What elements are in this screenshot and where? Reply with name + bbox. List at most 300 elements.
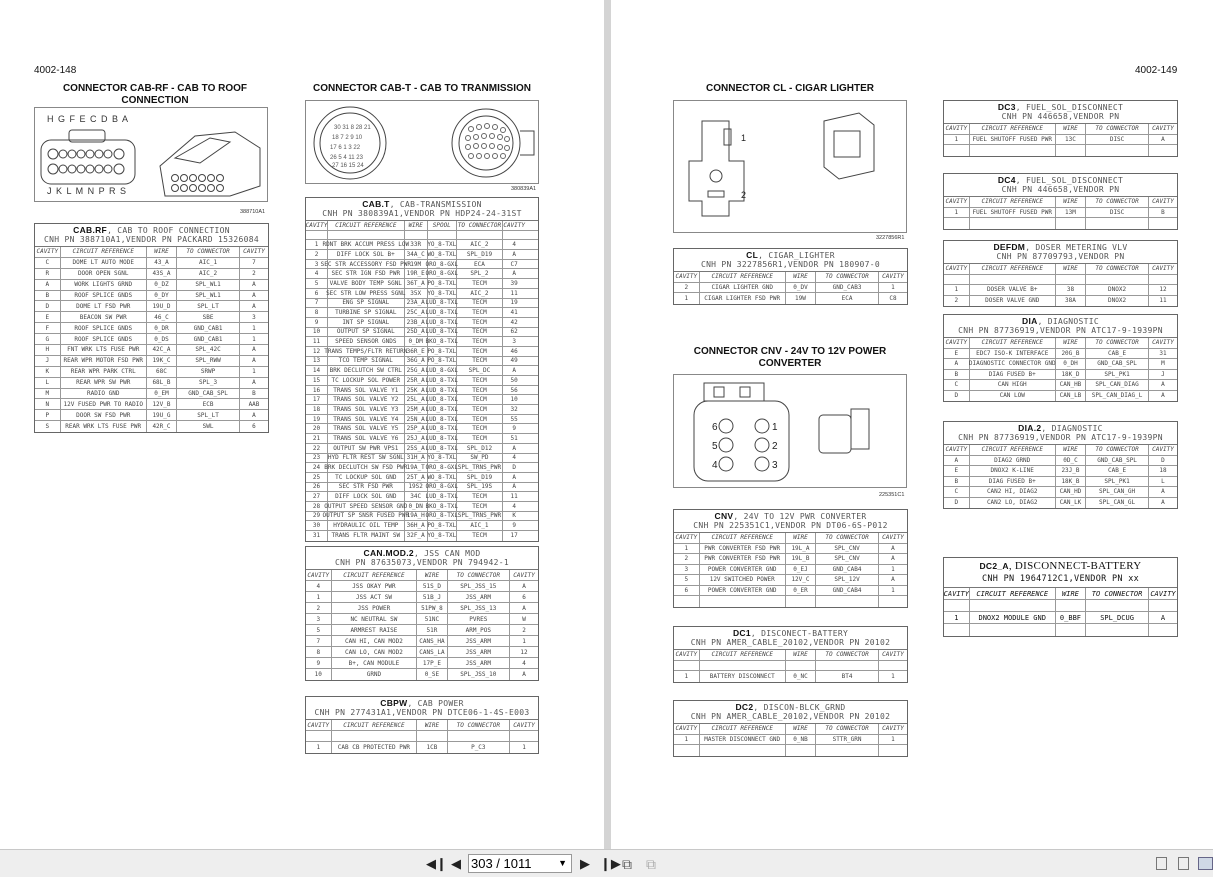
pin-label: 6 bbox=[712, 422, 718, 433]
table-cell: J bbox=[35, 356, 61, 366]
table-cell: INT SP SIGNAL bbox=[328, 318, 405, 327]
table-cell: WIRE bbox=[417, 570, 447, 580]
table-cell: 38 bbox=[1056, 285, 1086, 295]
table-defdm bbox=[943, 240, 1178, 307]
table-cell: A bbox=[1161, 381, 1165, 389]
table-cell: 9 bbox=[512, 522, 516, 530]
table-cell: A bbox=[252, 292, 256, 299]
table-cell: CAVITY bbox=[1152, 446, 1174, 454]
table-cell bbox=[1056, 145, 1086, 156]
table-cell: 36H_A bbox=[405, 521, 428, 530]
table-cell: 0_BBF bbox=[1056, 612, 1086, 623]
table-cell: LUD_8-TXL bbox=[425, 415, 459, 423]
connector-code: DC2 bbox=[735, 702, 754, 712]
table-cell: TECM bbox=[457, 405, 503, 414]
table-cell: TC LOCKUP SOL GND bbox=[328, 473, 405, 482]
table-cell: GND_CAB_SPL bbox=[177, 389, 240, 399]
table-cell bbox=[405, 231, 428, 240]
table-cell: GND_CAB4 bbox=[816, 565, 879, 575]
cabt-connector-figure bbox=[305, 100, 539, 184]
table-row bbox=[944, 612, 1177, 624]
table-cell: 6 bbox=[252, 423, 256, 431]
table-cell: ENG SP SIGNAL bbox=[328, 299, 405, 308]
table-cell: 0_NC bbox=[786, 671, 816, 682]
table-cell: SPL_JSS_15 bbox=[448, 581, 511, 591]
table-cell: W bbox=[522, 615, 526, 623]
table-cell: 36T_A bbox=[405, 279, 428, 288]
table-cell: 1CB bbox=[417, 742, 447, 753]
blank-row bbox=[674, 596, 907, 607]
table-cell: ORO_8-GXL bbox=[425, 260, 459, 268]
table-cell bbox=[944, 145, 970, 156]
table-cell: 16 bbox=[306, 386, 328, 395]
table-cell: BKO_8-TXL bbox=[425, 338, 459, 346]
table-cell: 43S_A bbox=[147, 269, 177, 279]
table-cell: 25S_A bbox=[405, 444, 428, 453]
table-cell: 1 bbox=[944, 135, 970, 145]
table-cell: ROOF SPLICE GNDS bbox=[61, 291, 147, 301]
table-row bbox=[35, 334, 268, 345]
table-cell: TO CONNECTOR bbox=[816, 650, 879, 660]
table-dc3 bbox=[943, 100, 1178, 157]
table-cell: CIRCUIT REFERENCE bbox=[328, 221, 405, 230]
blank-row bbox=[944, 600, 1177, 612]
table-cell: 9 bbox=[306, 658, 332, 668]
table-cell: DNOX2 bbox=[1086, 285, 1149, 295]
table-row bbox=[306, 614, 538, 625]
table-cell: LUD_8-TXL bbox=[425, 444, 459, 452]
table-cell: JSS OKAY PWR bbox=[332, 581, 418, 591]
table-cell: B bbox=[944, 477, 970, 487]
table-cell: 19L_A bbox=[786, 544, 816, 554]
table-cell: HYD FLTR REST SW SGNL bbox=[327, 454, 404, 462]
table-cell: 18 bbox=[1159, 467, 1167, 475]
table-cell: CIRCUIT REFERENCE bbox=[970, 338, 1056, 348]
table-cell: A bbox=[944, 456, 970, 466]
table-cell: JSS_ARM bbox=[448, 647, 511, 657]
table-cell: F bbox=[35, 323, 61, 333]
table-cell: A bbox=[512, 250, 516, 258]
table-cell: A bbox=[512, 367, 516, 375]
table-cell: CIRCUIT REFERENCE bbox=[700, 650, 786, 660]
table-cell: G bbox=[35, 334, 61, 344]
table-cell: 43_A bbox=[147, 258, 177, 268]
table-cell bbox=[328, 231, 405, 240]
page-number-input[interactable] bbox=[468, 854, 572, 873]
cnv-connector-figure bbox=[673, 374, 907, 488]
table-cell: CAVITY bbox=[674, 272, 700, 282]
table-row bbox=[306, 250, 538, 260]
table-cell: TECM bbox=[457, 318, 503, 327]
table-cell: CIRCUIT REFERENCE bbox=[332, 720, 418, 730]
table-cell: 5 bbox=[306, 625, 332, 635]
blank-row bbox=[944, 218, 1177, 229]
table-row bbox=[306, 289, 538, 299]
table-cell: 7 bbox=[252, 259, 256, 267]
connector-description: , JSS CAN MOD bbox=[413, 549, 481, 558]
table-cell: 11 bbox=[510, 289, 518, 297]
table-cell: TRANS SOL VALVE Y1 bbox=[328, 386, 405, 395]
table-row bbox=[944, 285, 1177, 296]
table-cell: 5 bbox=[306, 279, 328, 288]
table-row bbox=[306, 483, 538, 493]
table-cell: BRK DECLUTCH SW FSD PWR bbox=[324, 464, 408, 472]
connector-description: , CIGAR_LIGHTER bbox=[758, 251, 835, 260]
table-title bbox=[35, 224, 268, 247]
table-cell: SPL_PK1 bbox=[1086, 477, 1149, 487]
table-row bbox=[944, 135, 1177, 146]
table-cell: TRANS SOL VALVE Y6 bbox=[328, 434, 405, 443]
table-row bbox=[944, 391, 1177, 402]
table-cell: 4 bbox=[306, 269, 328, 278]
table-cell: A bbox=[1161, 499, 1165, 507]
table-cell: 0_DS bbox=[147, 334, 177, 344]
table-cell: CAVITY bbox=[503, 221, 526, 229]
table-cell: OUTPUT SP SIGNAL bbox=[328, 328, 405, 337]
table-cell: RADIO GND bbox=[61, 389, 147, 399]
table-cell: 51R bbox=[417, 625, 447, 635]
part-numbers: CNH PN 380839A1,VENDOR PN HDP24-24-31ST bbox=[322, 209, 522, 218]
table-row bbox=[306, 454, 538, 464]
table-cell bbox=[1086, 145, 1149, 156]
table-cell: TO CONNECTOR bbox=[816, 533, 879, 543]
table-row bbox=[306, 299, 538, 309]
table-header-row bbox=[674, 650, 907, 661]
table-row bbox=[306, 318, 538, 328]
pdf-toolbar bbox=[0, 849, 1213, 877]
table-cell: 55 bbox=[510, 415, 518, 423]
table-cell: WIRE bbox=[1056, 124, 1086, 134]
table-cell: 25G_A bbox=[405, 366, 428, 375]
chevron-down-icon[interactable]: ▼ bbox=[558, 858, 567, 868]
table-cell: CIRCUIT REFERENCE bbox=[970, 445, 1056, 455]
table-cell: SPEED SENSOR GNDS bbox=[328, 337, 405, 346]
table-cell: FNT WRK LTS FUSE PWR bbox=[61, 345, 147, 355]
table-cell: VALVE BODY TEMP SGNL bbox=[328, 279, 405, 288]
connector-description: , DOSER METERING VLV bbox=[1025, 243, 1128, 252]
table-cell: A bbox=[891, 555, 895, 563]
table-cell: A bbox=[891, 544, 895, 552]
table-cell: TO CONNECTOR bbox=[1086, 445, 1149, 455]
table-cell: C bbox=[944, 487, 970, 497]
table-row bbox=[306, 260, 538, 270]
table-cell: TURBINE SP SIGNAL bbox=[328, 308, 405, 317]
table-row bbox=[306, 581, 538, 592]
fit-width-icon[interactable]: ⧉ bbox=[646, 856, 656, 872]
table-cell: CIRCUIT REFERENCE bbox=[970, 124, 1056, 134]
table-cell: CAVITY bbox=[513, 721, 535, 729]
table-cell: 19L_B bbox=[786, 554, 816, 564]
table-cell bbox=[816, 661, 879, 671]
table-cell bbox=[428, 231, 457, 240]
table-cell: 62 bbox=[510, 328, 518, 336]
table-row bbox=[674, 283, 907, 294]
table-cell: AIC_2 bbox=[457, 289, 503, 298]
table-cell: 6 bbox=[674, 586, 700, 596]
table-cell: WIRE bbox=[786, 724, 816, 734]
table-cell: 0_DV bbox=[786, 283, 816, 293]
table-cell: 1 bbox=[891, 735, 895, 743]
table-cell: M bbox=[35, 389, 61, 399]
table-cell: WO_8-TXL bbox=[427, 473, 457, 481]
table-cell: SPL_D19 bbox=[457, 250, 503, 259]
table-cell: 6 bbox=[522, 593, 526, 601]
table-cell bbox=[1056, 600, 1086, 611]
table-cell: 5 bbox=[674, 575, 700, 585]
table-cell: N bbox=[35, 399, 61, 409]
table-cell: 1 bbox=[944, 612, 970, 623]
table-cell bbox=[1056, 218, 1086, 229]
table-cell: 0_ER bbox=[786, 586, 816, 596]
table-cell: 1 bbox=[674, 671, 700, 682]
connector-description: , DISCON-BLCK_GRND bbox=[753, 703, 846, 712]
table-cell: 0_DR bbox=[147, 323, 177, 333]
table-cell: 8 bbox=[306, 647, 332, 657]
table-cell bbox=[970, 145, 1056, 156]
table-row bbox=[306, 240, 538, 250]
table-cabrf bbox=[34, 223, 269, 433]
table-cell: PO_8-TXL bbox=[427, 357, 457, 365]
table-cell bbox=[944, 275, 970, 285]
connector-code: CL bbox=[746, 250, 759, 260]
table-row bbox=[674, 586, 907, 597]
table-cell: 1 bbox=[674, 544, 700, 554]
table-cell bbox=[816, 596, 879, 607]
table-cell: CAN2 HI, DIAG2 bbox=[970, 487, 1056, 497]
table-cell: 1 bbox=[252, 335, 256, 343]
blank-row bbox=[944, 624, 1177, 636]
table-cell bbox=[674, 745, 700, 756]
table-cell: DOME LT FSD PWR bbox=[61, 301, 147, 311]
table-dia2 bbox=[943, 421, 1178, 509]
table-cell: LUD_8-TXL bbox=[425, 493, 459, 501]
connector-description: , 24V TO 12V PWR CONVERTER bbox=[733, 512, 867, 521]
table-cell: SEC STR ACCESSORY FSD PWR bbox=[320, 260, 411, 268]
table-cell: D bbox=[1161, 456, 1165, 464]
table-cell: DOSER VALVE GND bbox=[970, 296, 1056, 307]
table-cell: CAN LOW bbox=[970, 391, 1056, 402]
table-row bbox=[306, 415, 538, 425]
table-cell: 2 bbox=[674, 283, 700, 293]
table-cell: 25R_A bbox=[405, 376, 428, 385]
table-cell: YO_8-TXL bbox=[427, 241, 457, 249]
connector-description: , DISCONNECT-BATTERY bbox=[1008, 560, 1142, 572]
table-cell: DISC bbox=[1086, 135, 1149, 145]
table-cell: SPL_42C bbox=[177, 345, 240, 355]
previous-page-button[interactable]: ◀ bbox=[451, 856, 461, 871]
connector-description: , DIAGNOSTIC bbox=[1041, 424, 1103, 433]
two-page-view-icon[interactable] bbox=[1198, 857, 1213, 870]
table-dc2 bbox=[673, 700, 908, 757]
table-row bbox=[306, 647, 538, 658]
blank-row bbox=[306, 731, 538, 742]
table-cell: LUD_8-TXL bbox=[425, 386, 459, 394]
table-cell: 31H_A bbox=[405, 454, 428, 463]
table-title bbox=[944, 315, 1177, 338]
connector-code: DIA.2 bbox=[1018, 423, 1042, 433]
table-cell: 25 bbox=[306, 473, 328, 482]
table-cell: TO CONNECTOR bbox=[177, 247, 240, 257]
table-cabt bbox=[305, 197, 539, 542]
table-cell: 9 bbox=[512, 425, 516, 433]
table-cell bbox=[816, 745, 879, 756]
connector-code: CBPW bbox=[380, 698, 408, 708]
pin-label: 3 bbox=[772, 460, 778, 471]
table-cell: LUD_8-TXL bbox=[425, 405, 459, 413]
table-cell: 19 bbox=[510, 299, 518, 307]
table-cell: CAVITY bbox=[513, 571, 535, 579]
table-cell: YO_8-TXL bbox=[427, 289, 457, 297]
first-page-button[interactable]: ◀❙ bbox=[426, 856, 447, 871]
table-row bbox=[35, 421, 268, 432]
table-cbpw bbox=[305, 696, 539, 754]
pin-label: 2 bbox=[741, 190, 747, 200]
table-row bbox=[306, 531, 538, 541]
table-cell: 7 bbox=[306, 636, 332, 646]
table-cell: SEC STR LOW PRESS SGNL bbox=[326, 289, 406, 297]
table-cell: TRANS SOL VALVE Y3 bbox=[328, 405, 405, 414]
table-cell: PO_8-TXL bbox=[427, 279, 457, 287]
table-cell: 19 bbox=[306, 415, 328, 424]
table-cell: 9 bbox=[306, 318, 328, 327]
table-cell: 21 bbox=[306, 434, 328, 443]
table-row bbox=[35, 345, 268, 356]
table-header-row bbox=[944, 338, 1177, 349]
table-cell: 51NC bbox=[417, 614, 447, 624]
table-cell: 19A_T bbox=[405, 463, 428, 472]
last-page-button[interactable]: ❙▶ bbox=[600, 856, 621, 871]
table-cell: MASTER DISCONNECT GND bbox=[700, 735, 786, 745]
table-cell: WIRE bbox=[1056, 588, 1086, 599]
table-cell: SPL_JSS_10 bbox=[448, 669, 511, 680]
cnv-heading: CONNECTOR CNV - 24V TO 12V POWER CONVERTER bbox=[693, 346, 887, 369]
table-cell: ECA bbox=[457, 260, 503, 269]
table-cell: 23 bbox=[306, 454, 328, 463]
fit-page-icon[interactable]: ⧉ bbox=[622, 856, 632, 872]
table-cell: REAR WPR SW PWR bbox=[61, 378, 147, 388]
table-cell: R bbox=[35, 269, 61, 279]
table-cell: 68L_B bbox=[147, 378, 177, 388]
table-cell bbox=[786, 596, 816, 607]
table-cell: WIRE bbox=[405, 221, 428, 230]
table-title bbox=[674, 627, 907, 650]
table-cell: LUD_8-GXL bbox=[425, 367, 459, 375]
table-cell: TECM bbox=[457, 357, 503, 366]
table-cell: 10 bbox=[306, 669, 332, 680]
table-cell: CIRCUIT REFERENCE bbox=[970, 588, 1056, 599]
table-cell: FUEL SHUTOFF FUSED PWR bbox=[970, 208, 1056, 218]
table-cell: 25J_A bbox=[405, 434, 428, 443]
table-cell: 6 bbox=[306, 289, 328, 298]
connector-description: , CAB TO ROOF CONNECTION bbox=[107, 226, 230, 235]
table-row bbox=[35, 356, 268, 367]
table-cell: 23A_A bbox=[405, 299, 428, 308]
table-cell: 25D_A bbox=[405, 328, 428, 337]
table-cell bbox=[1086, 624, 1149, 636]
table-row bbox=[35, 389, 268, 400]
table-cell bbox=[1149, 218, 1177, 229]
table-cell: D bbox=[944, 498, 970, 509]
single-page-view-icon[interactable] bbox=[1156, 857, 1167, 870]
table-cell: BEACON SW PWR bbox=[61, 312, 147, 322]
table-cell: JSS ACT SW bbox=[332, 592, 418, 602]
table-cell: 1 bbox=[522, 637, 526, 645]
table-cell: TO CONNECTOR bbox=[448, 570, 511, 580]
table-cell bbox=[306, 231, 328, 240]
table-cell: TCO TEMP SIGNAL bbox=[328, 357, 405, 366]
figure-caption: 380839A1 bbox=[511, 186, 537, 192]
table-cell: SPOOL bbox=[428, 221, 457, 230]
table-header-row bbox=[674, 272, 907, 283]
table-cell: 0_DY bbox=[147, 291, 177, 301]
table-cell: CIRCUIT REFERENCE bbox=[332, 570, 418, 580]
table-cell: 3 bbox=[306, 614, 332, 624]
table-cell: 32 bbox=[510, 405, 518, 413]
table-cell: 1 bbox=[306, 592, 332, 602]
table-cell: REAR WRK LTS FUSE PWR bbox=[61, 421, 147, 432]
table-cell: SPL_CAN_DIAG_L bbox=[1086, 391, 1149, 402]
blank-row bbox=[944, 275, 1177, 286]
table-cell: DOOR OPEN SGNL bbox=[61, 269, 147, 279]
table-cell: TO CONNECTOR bbox=[816, 724, 879, 734]
table-cell: DIAG FUSED B+ bbox=[970, 477, 1056, 487]
table-cell: SPL_JSS_13 bbox=[448, 603, 511, 613]
table-cell: TECM bbox=[457, 415, 503, 424]
table-cell: 68C bbox=[147, 367, 177, 377]
table-cell bbox=[970, 218, 1056, 229]
part-numbers: CNH PN 87709793,VENDOR PN bbox=[996, 252, 1125, 261]
table-cell: CAVITY bbox=[1150, 589, 1176, 598]
table-cell: TECM bbox=[457, 502, 503, 511]
table-cell: AIC_2 bbox=[177, 269, 240, 279]
table-row bbox=[306, 347, 538, 357]
table-cell: WIRE bbox=[1056, 338, 1086, 348]
table-cell: SPL_CAN_GH bbox=[1086, 487, 1149, 497]
table-cell: 12V_B bbox=[147, 399, 177, 409]
table-cell: E bbox=[35, 312, 61, 322]
table-cell: GND_CAB1 bbox=[177, 334, 240, 344]
table-cell: AIC_1 bbox=[177, 258, 240, 268]
next-page-button[interactable]: ▶ bbox=[580, 856, 590, 871]
pin-label: 1 bbox=[772, 422, 778, 433]
table-cell: TRANS SOL VALVE Y4 bbox=[328, 415, 405, 424]
table-cell: CAN2 LO, DIAG2 bbox=[970, 498, 1056, 509]
table-cell: 4 bbox=[512, 454, 516, 462]
table-cell: WIRE bbox=[786, 272, 816, 282]
table-cell: CAVITY bbox=[882, 273, 904, 281]
table-cell: WIRE bbox=[786, 533, 816, 543]
table-cell: CAN_HD bbox=[1056, 487, 1086, 497]
table-cell: YO_8-TXL bbox=[427, 532, 457, 540]
table-cell: CAN HI, CAN MOD2 bbox=[332, 636, 418, 646]
table-row bbox=[674, 735, 907, 746]
table-row bbox=[306, 669, 538, 680]
table-cell: 0_DZ bbox=[147, 280, 177, 290]
table-row bbox=[306, 434, 538, 444]
table-cell: 11 bbox=[1159, 297, 1167, 305]
connector-code: CAB.T bbox=[362, 199, 390, 209]
table-cell: TECM bbox=[457, 434, 503, 443]
pin-label: 2 bbox=[772, 441, 778, 452]
table-cell: A bbox=[522, 604, 526, 612]
connector-description: , DIAGNOSTIC bbox=[1037, 317, 1099, 326]
continuous-view-icon[interactable] bbox=[1178, 857, 1189, 870]
table-cell: TECM bbox=[457, 386, 503, 395]
table-cell bbox=[674, 661, 700, 671]
table-header-row bbox=[306, 221, 538, 231]
table-cell: 2 bbox=[306, 603, 332, 613]
table-row bbox=[35, 367, 268, 378]
